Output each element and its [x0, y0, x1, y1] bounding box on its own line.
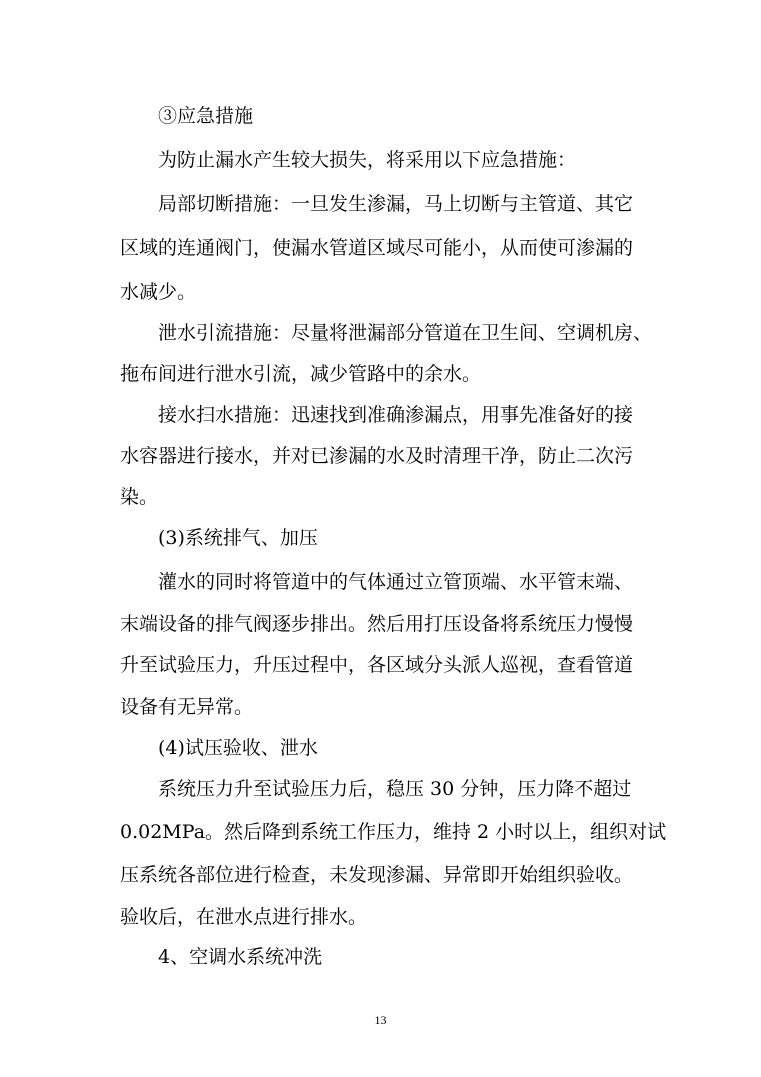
paragraph-exhaust-line-4: 设备有无异常。 — [120, 696, 254, 718]
paragraph-water-collection-line-3: 染。 — [120, 486, 159, 508]
paragraph-acceptance-line-3: 压系统各部位进行检查，未发现渗漏、异常即开始组织验收。 — [120, 864, 634, 886]
section-heading-exhaust-pressurize: (3)系统排气、加压 — [158, 527, 318, 549]
paragraph-drain-diversion-line-1: 泄水引流措施：尽量将泄漏部分管道在卫生间、空调机房、 — [158, 322, 653, 344]
section-heading-ac-water-flush: 4、空调水系统冲洗 — [158, 946, 323, 968]
section-heading-emergency-measures: ③应急措施 — [158, 105, 254, 127]
paragraph-acceptance-line-2: 0.02MPa。然后降到系统工作压力，维持 2 小时以上，组织对试 — [120, 821, 667, 843]
paragraph-local-cutoff-line-2: 区域的连通阀门，使漏水管道区域尽可能小，从而使可渗漏的 — [120, 237, 634, 259]
paragraph-acceptance-line-4: 验收后，在泄水点进行排水。 — [120, 906, 368, 928]
page-number: 13 — [374, 1013, 387, 1027]
paragraph-exhaust-line-2: 末端设备的排气阀逐步排出。然后用打压设备将系统压力慢慢 — [120, 613, 634, 635]
section-heading-acceptance-drain: (4)试压验收、泄水 — [158, 737, 318, 759]
paragraph-exhaust-line-1: 灌水的同时将管道中的气体通过立管顶端、水平管末端、 — [158, 571, 634, 593]
paragraph-acceptance-line-1: 系统压力升至试验压力后，稳压 30 分钟，压力降不超过 — [158, 778, 632, 800]
paragraph-water-collection-line-2: 水容器进行接水，并对已渗漏的水及时清理干净，防止二次污 — [120, 445, 634, 467]
paragraph-water-collection-line-1: 接水扫水措施：迅速找到准确渗漏点，用事先准备好的接 — [158, 404, 634, 426]
paragraph-drain-diversion-line-2: 拖布间进行泄水引流，减少管路中的余水。 — [120, 363, 482, 385]
paragraph-exhaust-line-3: 升至试验压力，升压过程中，各区域分头派人巡视，查看管道 — [120, 654, 634, 676]
paragraph-local-cutoff-line-1: 局部切断措施：一旦发生渗漏，马上切断与主管道、其它 — [158, 193, 634, 215]
paragraph-intro: 为防止漏水产生较大损失，将采用以下应急措施： — [158, 149, 577, 171]
paragraph-local-cutoff-line-3: 水减少。 — [120, 281, 197, 303]
